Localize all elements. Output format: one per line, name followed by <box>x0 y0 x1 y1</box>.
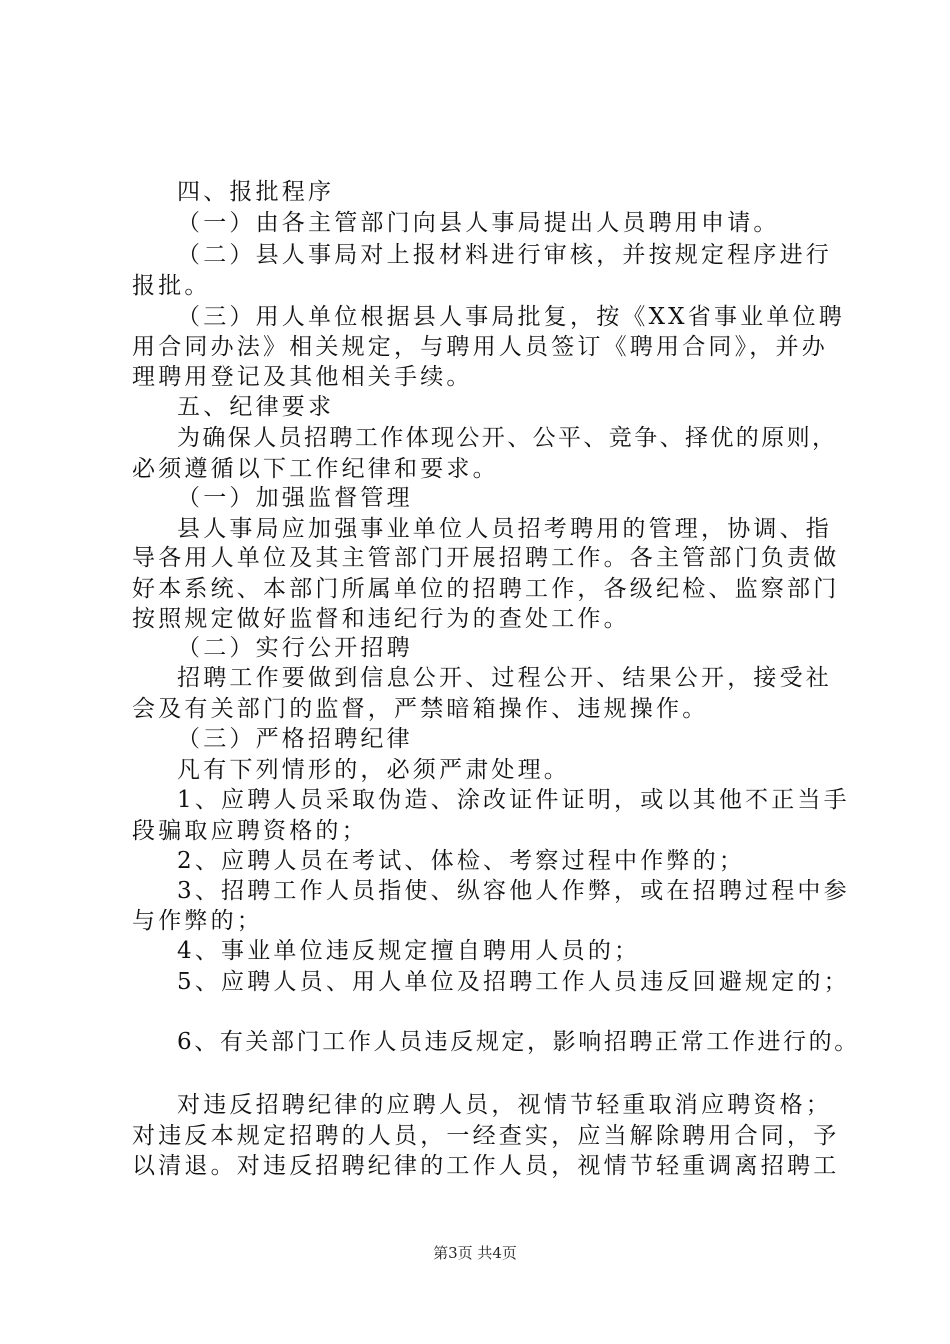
paragraph-line: （三）用人单位根据县人事局批复，按《XX省事业单位聘 <box>177 304 845 330</box>
list-item: 5、应聘人员、用人单位及招聘工作人员违反回避规定的； <box>177 969 850 995</box>
paragraph-line: 县人事局应加强事业单位人员招考聘用的管理，协调、指 <box>177 516 832 542</box>
list-item: 1、应聘人员采取伪造、涂改证件证明，或以其他不正当手 <box>177 787 850 813</box>
paragraph-line: 必须遵循以下工作纪律和要求。 <box>132 456 499 482</box>
paragraph-line: 对违反招聘纪律的应聘人员，视情节轻重取消应聘资格； <box>177 1092 832 1118</box>
list-item: 3、招聘工作人员指使、纵容他人作弊，或在招聘过程中参 <box>177 878 850 904</box>
paragraph-line: 导各用人单位及其主管部门开展招聘工作。各主管部门负责做 <box>132 545 840 571</box>
list-item: 6、有关部门工作人员违反规定，影响招聘正常工作进行的。 <box>177 1029 860 1055</box>
paragraph-line: 招聘工作要做到信息公开、过程公开、结果公开，接受社 <box>177 665 832 691</box>
paragraph-line: 理聘用登记及其他相关手续。 <box>132 364 473 390</box>
paragraph-line: （二）县人事局对上报材料进行审核，并按规定程序进行 <box>177 242 832 268</box>
subheading-public-recruitment: （二）实行公开招聘 <box>177 635 413 661</box>
list-item: 2、应聘人员在考试、体检、考察过程中作弊的； <box>177 848 746 874</box>
subheading-strict-discipline: （三）严格招聘纪律 <box>177 726 413 752</box>
paragraph-line: 以清退。对违反招聘纪律的工作人员，视情节轻重调离招聘工 <box>132 1153 840 1179</box>
list-item-continuation: 段骗取应聘资格的； <box>132 818 368 844</box>
subheading-strengthen-supervision: （一）加强监督管理 <box>177 485 413 511</box>
page-number-footer: 第3页 共4页 <box>433 1244 517 1262</box>
heading-approval-procedure: 四、报批程序 <box>177 179 335 205</box>
paragraph-line: 按照规定做好监督和违纪行为的查处工作。 <box>132 606 630 632</box>
paragraph-line: 对违反本规定招聘的人员，一经查实，应当解除聘用合同，予 <box>132 1123 840 1149</box>
heading-discipline-requirements: 五、纪律要求 <box>177 394 335 420</box>
list-item: 4、事业单位违反规定擅自聘用人员的； <box>177 938 641 964</box>
paragraph-line: 好本系统、本部门所属单位的招聘工作，各级纪检、监察部门 <box>132 576 840 602</box>
paragraph-line: 凡有下列情形的，必须严肃处理。 <box>177 757 570 783</box>
paragraph-line: 为确保人员招聘工作体现公开、公平、竞争、择优的原则， <box>177 425 838 451</box>
list-item-continuation: 与作弊的； <box>132 908 263 934</box>
paragraph-line: （一）由各主管部门向县人事局提出人员聘用申请。 <box>177 210 780 236</box>
paragraph-line: 用合同办法》相关规定，与聘用人员签订《聘用合同》，并办 <box>132 334 828 360</box>
paragraph-line: 会及有关部门的监督，严禁暗箱操作、违规操作。 <box>132 696 709 722</box>
paragraph-line: 报批。 <box>132 273 211 299</box>
